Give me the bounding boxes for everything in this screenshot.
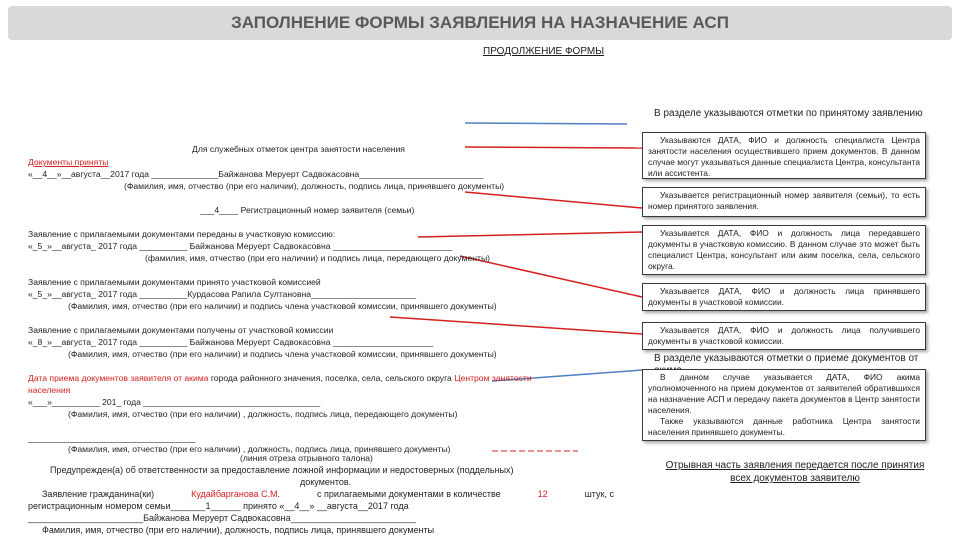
callout-commission-accept <box>642 283 926 311</box>
callout-akim-text-2: Также указываются данные работника Центра занятости населения принявшего документы. <box>648 416 920 437</box>
warning-text: Предупрежден(а) об ответственности за предоставление ложной информации и недостоверных (поддельных) <box>50 465 514 475</box>
red-connector-3 <box>418 232 642 237</box>
commission-accept-caption: (Фамилия, имя, отчество (при его наличии) и подпись члена участковой комиссии, принявшего документы) <box>68 301 497 311</box>
red-connector-5 <box>390 317 642 334</box>
reg-number-line: ___4____ Регистрационный номер заявителя (семьи) <box>200 205 415 215</box>
akim-date-line-1 <box>28 373 532 384</box>
docs-accepted-label: Документы приняты <box>28 157 109 167</box>
callout-commission-received-text: Указывается ДАТА, ФИО и должность лица получившего документы в участковой комиссии. <box>648 325 920 346</box>
callout-regnum <box>642 187 926 217</box>
statement-line <box>42 489 614 500</box>
tear-line-label: (линия отреза отрывного талона) <box>240 453 373 463</box>
red-connector-1 <box>465 147 642 148</box>
commission-received-line-2: «_8_»__августа_ 2017 года __________ Байжанова Меруерт Садвокасовна _____________________ <box>28 337 434 347</box>
red-connector-2 <box>465 192 642 208</box>
commission-accept-line-2: «_5_»__августа_ 2017 года __________Курдасова Рапила Султановна______________________ <box>28 289 417 299</box>
section-title-1: В разделе указываются отметки по принятому заявлению <box>654 108 923 119</box>
callout-transfer-text: Указывается ДАТА, ФИО и должность лица передавшего документы в участковую комиссию. В данном случае это может быть специалист Центра, консультант или аким поселка, села, сельского округа. <box>648 228 920 271</box>
accepted-date-line: «__4__»__августа__2017 года ______________Байжанова Меруерт Садвокасовна__________________________ <box>28 169 484 179</box>
receiver-caption: (Фамилия, имя, отчество (при его наличии) , должность, подпись лица, принявшего документы) <box>68 444 451 454</box>
transfer-line-2: «_5_»__августа_ 2017 года __________ Байжанова Меруерт Садвокасовна _________________________ <box>28 241 453 251</box>
statement-middle: с прилагаемыми документами в количестве <box>317 489 501 499</box>
akim-date-line-2: населения <box>28 385 71 395</box>
akim-center-text: Центром занятости <box>451 373 532 383</box>
callout-regnum-text: Указывается регистрационный номер заявителя (семьи), то есть номер принятого заявления. <box>648 190 920 211</box>
warning-text-2: документов. <box>300 477 352 487</box>
service-heading: Для служебных отметок центра занятости населения <box>192 144 405 154</box>
akim-caption: (Фамилия, имя, отчество (при его наличии) , должность, подпись лица, передающего документы) <box>68 409 458 419</box>
callout-transfer <box>642 225 926 275</box>
commission-received-line-1: Заявление с прилагаемыми документами получены от участковой комиссии <box>28 325 334 335</box>
signer-line: _______________________Байжанова Меруерт Садвокасовна_________________________ <box>28 513 416 523</box>
akim-location-text: города районного значения, поселка, села, сельского округа <box>208 373 452 383</box>
tear-off-note: Отрывная часть заявления передается после принятия всех документов заявителю <box>665 460 925 484</box>
applicant-name: Кудайбарганова С.М. <box>191 489 281 499</box>
subtitle: ПРОДОЛЖЕНИЕ ФОРМЫ <box>483 46 605 57</box>
document-count: 12 <box>537 489 548 499</box>
page-title: ЗАПОЛНЕНИЕ ФОРМЫ ЗАЯВЛЕНИЯ НА НАЗНАЧЕНИЕ АСП <box>231 13 729 32</box>
callout-akim <box>642 369 926 441</box>
registration-line: регистрационным номером семьи_______1______ принято «__4__» __августа__2017 года <box>28 501 409 511</box>
akim-date-label: Дата приема документов заявителя от акима <box>28 373 209 383</box>
commission-accept-line-1: Заявление с прилагаемыми документами принято участковой комиссией <box>28 277 321 287</box>
statement-prefix: Заявление гражданина(ки) <box>42 489 155 499</box>
statement-suffix: штук, с <box>584 489 614 499</box>
section-title-2: В разделе указываются отметки о приеме документов от <box>654 353 919 364</box>
akim-date-line-3: «___»__________ 201_ года _____________________________________ <box>28 397 321 407</box>
callout-commission-received <box>642 322 926 350</box>
signer-caption: Фамилия, имя, отчество (при его наличии), должность, подпись лица, принявшего документы <box>42 525 435 535</box>
callout-acceptance-text: Указываются ДАТА, ФИО и должность специалиста Центра занятости населения осуществившего прием документов. В данном случае могут указываться данные специалиста Центра, консультанта или ассистента. <box>648 135 920 178</box>
receiver-line: ___________________________________ <box>28 433 196 443</box>
blue-arrow-line <box>465 123 627 124</box>
callout-acceptance <box>642 132 926 179</box>
transfer-line-1: Заявление с прилагаемыми документами переданы в участковую комиссию: <box>28 229 336 239</box>
callout-akim-text-1: В данном случае указывается ДАТА, ФИО акима уполномоченного на прием документов от заявителей обратившихся на назначение АСП и передачу пакета документов в Центр занятости населения. <box>648 372 920 415</box>
callout-commission-accept-text: Указывается ДАТА, ФИО и должность лица принявшего документы в участковой комиссии. <box>648 286 920 307</box>
accepted-caption: (Фамилия, имя, отчество (при его наличии), должность, подпись лица, принявшего документы) <box>124 181 505 191</box>
commission-received-caption: (Фамилия, имя, отчество (при его наличии) и подпись члена участковой комиссии, принявшего документы) <box>68 349 497 359</box>
transfer-caption: (фамилия, имя, отчество (при его наличии) и подпись лица, передающего документы) <box>145 253 491 263</box>
